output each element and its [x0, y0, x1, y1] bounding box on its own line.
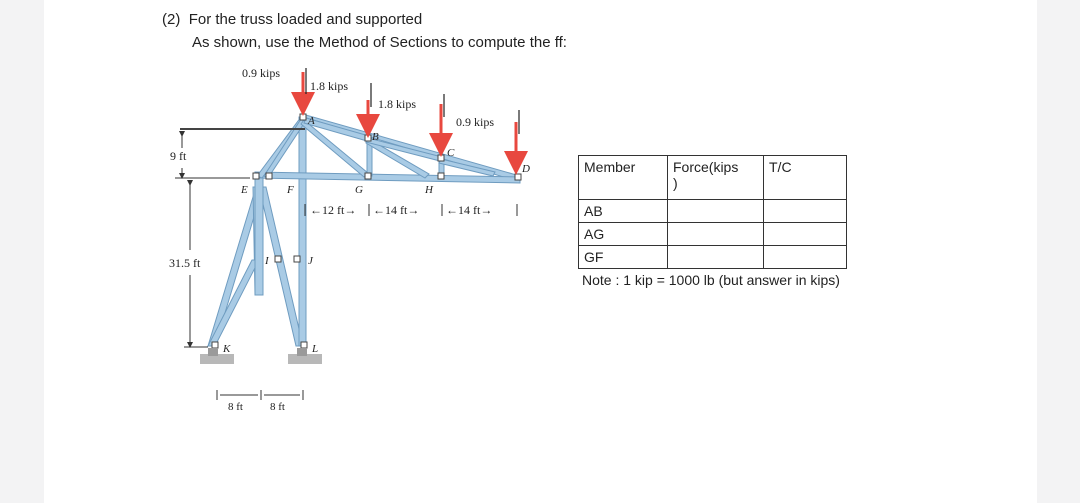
dim-span-3: ←14 ft→ — [446, 203, 493, 217]
load-label-2: 1.8 kips — [310, 79, 349, 93]
problem-text-1: For the truss loaded and supported — [188, 11, 423, 28]
header-member: Member — [579, 156, 668, 200]
cell-force[interactable] — [668, 200, 764, 223]
joint-label-b: B — [372, 131, 379, 143]
header-force: Force(kips ) — [668, 156, 764, 200]
dim-span-2: ←14 ft→ — [373, 203, 420, 217]
dim-base-2: 8 ft — [270, 401, 285, 413]
load-label-4: 0.9 kips — [456, 115, 495, 129]
dim-top-height: 9 ft — [170, 149, 187, 163]
dim-span-1: ←12 ft→ — [310, 203, 357, 217]
problem-line1 — [162, 11, 422, 28]
joint-label-g: G — [355, 184, 363, 196]
problem-number: (2) — [162, 11, 181, 28]
cell-member: AG — [579, 223, 668, 246]
joint-label-k: K — [223, 343, 231, 355]
load-label-3: 1.8 kips — [378, 97, 417, 111]
joint-label-i: I — [265, 255, 269, 267]
joint-label-a: A — [308, 115, 315, 127]
problem-text-2: As shown, use the Method of Sections to compute the ff: — [192, 34, 567, 51]
cell-tc[interactable] — [764, 246, 847, 269]
cell-force[interactable] — [668, 223, 764, 246]
table-row — [579, 246, 847, 269]
joint-label-h: H — [425, 184, 433, 196]
cell-member: GF — [579, 246, 668, 269]
table-header-row — [579, 156, 847, 200]
answer-table — [578, 155, 847, 269]
header-tc: T/C — [764, 156, 847, 200]
joint-label-j: J — [308, 255, 313, 267]
cell-force[interactable] — [668, 246, 764, 269]
table-row — [579, 223, 847, 246]
cell-member: AB — [579, 200, 668, 223]
joint-label-c: C — [447, 147, 455, 159]
truss-figure — [160, 60, 580, 420]
dim-column-height: 31.5 ft — [169, 256, 201, 270]
cell-tc[interactable] — [764, 223, 847, 246]
unit-note: Note : 1 kip = 1000 lb (but answer in kips) — [582, 272, 840, 288]
joint-label-f: F — [287, 184, 294, 196]
cell-tc[interactable] — [764, 200, 847, 223]
joint-label-d: D — [522, 163, 530, 175]
load-label-1: 0.9 kips — [242, 66, 281, 80]
joint-label-e: E — [241, 184, 248, 196]
dim-base-1: 8 ft — [228, 401, 243, 413]
table-row — [579, 200, 847, 223]
joint-label-l: L — [312, 343, 319, 355]
support-bases — [200, 348, 322, 364]
